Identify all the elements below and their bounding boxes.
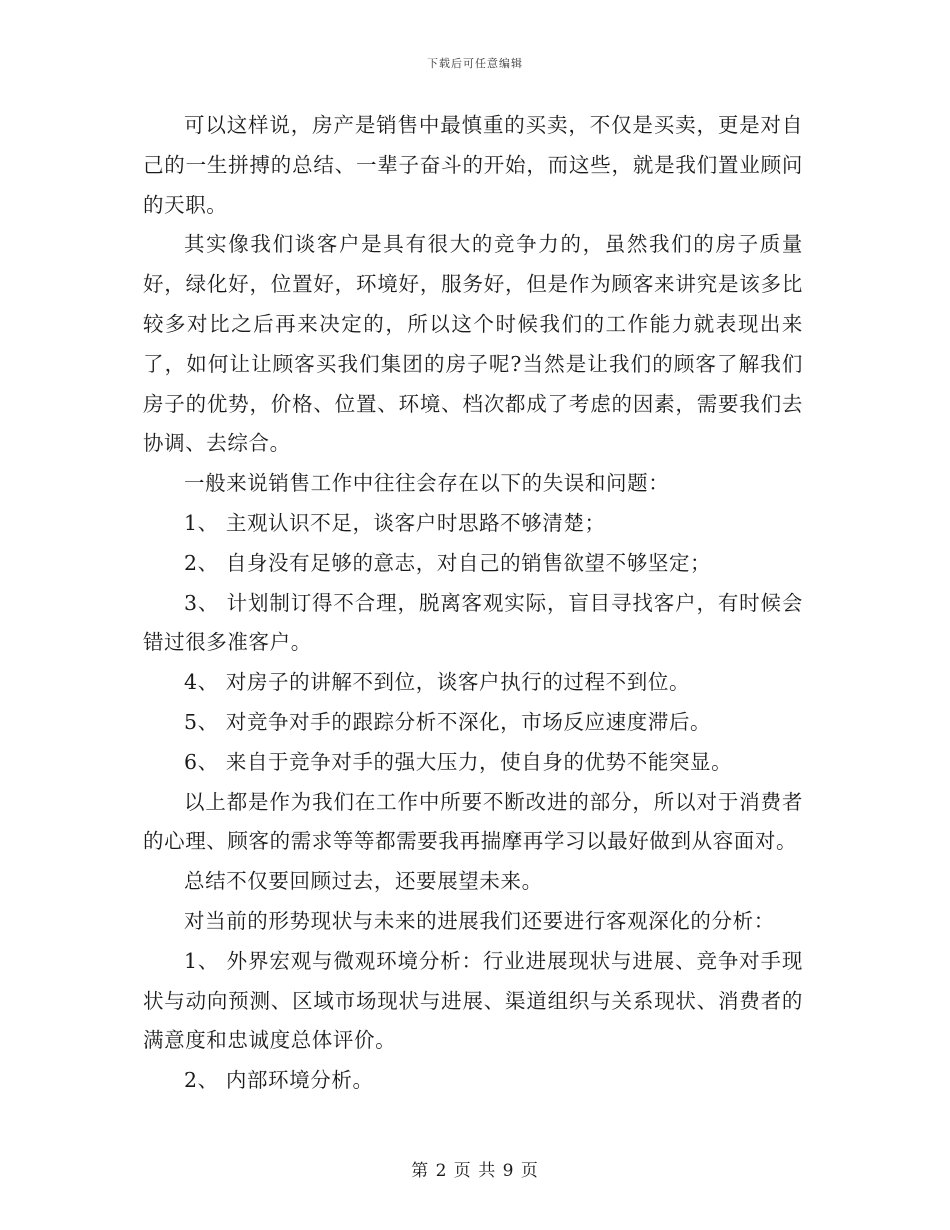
list-item: 1、 外界宏观与微观环境分析：行业进展现状与进展、竞争对手现状与动向预测、区域市场现状与进展、渠道组织与关系现状、消费者的满意度和忠诚度总体评价。 — [143, 948, 803, 1053]
list-item: 6、 来自于竞争对手的强大压力，使自身的优势不能突显。 — [184, 749, 733, 774]
list-item: 1、 主观认识不足，谈客户时思路不够清楚； — [184, 510, 606, 535]
page-header: 下载后可任意编辑 — [427, 57, 523, 70]
list-item: 2、 内部环境分析。 — [184, 1068, 374, 1093]
paragraph: 总结不仅要回顾过去，还要展望未来。 — [184, 869, 543, 894]
document-body — [143, 106, 803, 1101]
list-item: 4、 对房子的讲解不到位，谈客户执行的过程不到位。 — [184, 670, 691, 695]
page-number-footer: 第 2 页 共 9 页 — [411, 1161, 539, 1181]
paragraph: 其实像我们谈客户是具有很大的竞争力的，虽然我们的房子质量好，绿化好，位置好，环境好，服务好，但是作为顾客来讲究是该多比较多对比之后再来决定的，所以这个时候我们的工作能力就表现出来了，如何让让顾客买我们集团的房子呢?当然是让我们的顾客了解我们房子的优势，价格、位置、环境、档次都成了考虑的因素，需要我们去协调、去综合。 — [143, 232, 803, 456]
paragraph: 以上都是作为我们在工作中所要不断改进的部分，所以对于消费者的心理、顾客的需求等等都需要我再揣摩再学习以最好做到从容面对。 — [143, 789, 803, 854]
list-item: 3、 计划制订得不合理，脱离客观实际，盲目寻找客户，有时候会错过很多准客户。 — [143, 590, 803, 655]
list-item: 5、 对竞争对手的跟踪分析不深化，市场反应速度滞后。 — [184, 709, 712, 734]
list-item: 2、 自身没有足够的意志，对自己的销售欲望不够坚定； — [184, 550, 712, 575]
paragraph: 一般来说销售工作中往往会存在以下的失误和问题： — [184, 471, 670, 496]
paragraph: 可以这样说，房产是销售中最慎重的买卖，不仅是买卖，更是对自己的一生拼搏的总结、一辈子奋斗的开始，而这些，就是我们置业顾问的天职。 — [143, 113, 803, 217]
paragraph: 对当前的形势现状与未来的进展我们还要进行客观深化的分析： — [184, 908, 775, 933]
